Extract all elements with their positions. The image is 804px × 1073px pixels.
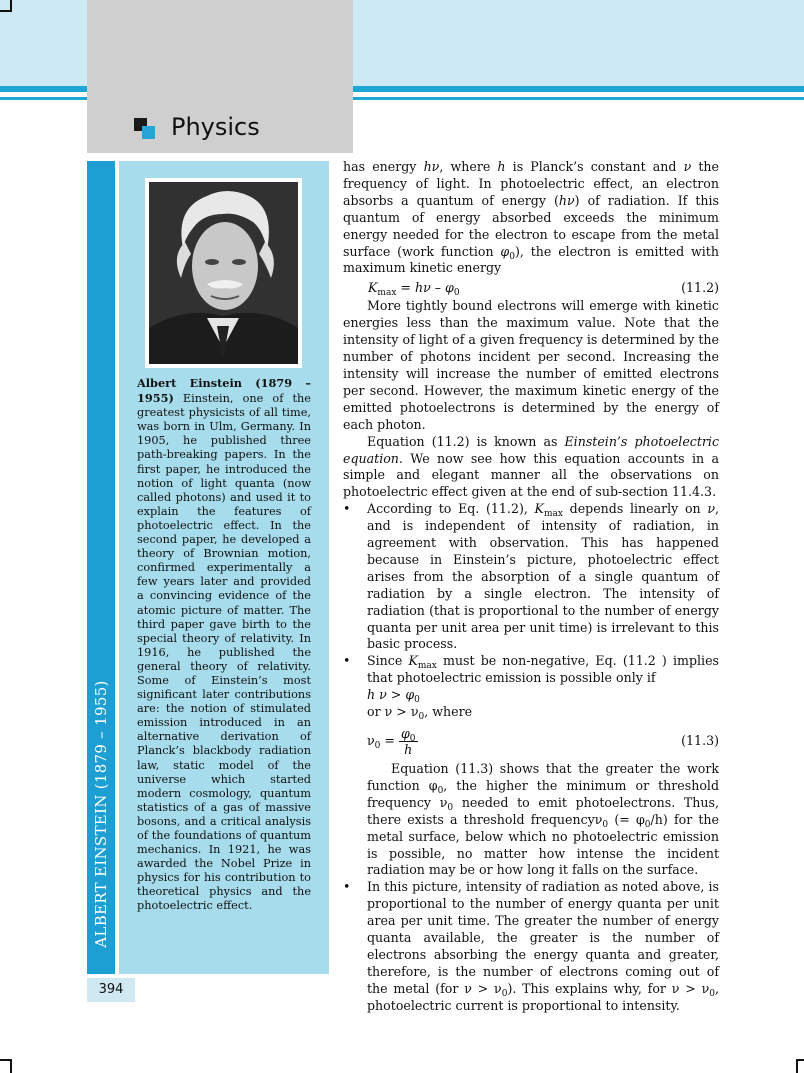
bullet-item: • Since $K_{max}$ must be non-negative, Eq. (11.2 ) implies that photoelectric emission is possible only if h $\nu > \varphi_0$ or $\nu > \nu_0$, where $\nu_0$ = $\frac{\varphi_0}{h}$ (11.3) Equation (11.3) shows that the greater the work function $\varphi_0$, the higher the minimum or threshold frequency $\nu_0$ needed to emit photoelectrons. Thus, there exists a threshold frequencyν$_0$ (= $\varphi_0/h$) for the metal surface, below which no photoelectric emission is possible, no matter how intense the incident radiation may be or how long it falls on the surface. bbox=[343, 653, 720, 878]
paragraph: Equation (11.2) is known as Einstein’s photoelectric equation. We now see how this equation accounts in a simple and elegant manner all the observations on photoelectric effect given at the end of sub-section 11.4.3. bbox=[343, 433, 719, 500]
equation-11-2: $K_{max} = h\nu - \varphi_0$ (11.2) bbox=[343, 277, 719, 298]
bullet-icon: • bbox=[343, 879, 351, 895]
portrait-photo bbox=[145, 178, 302, 368]
page-title: Physics bbox=[171, 113, 260, 141]
equation-number: (11.2) bbox=[681, 280, 719, 296]
bullet-icon: • bbox=[343, 653, 351, 669]
page-number: 394 bbox=[87, 978, 135, 1002]
sidebar-vertical-label: ALBERT EINSTEIN (1879 – 1955) bbox=[92, 680, 110, 948]
biography-body: Einstein, one of the greatest physicists of all time, was born in Ulm, Germany. In 1905, he published three path-breaking papers. In the first paper, he introduced the notion of light quanta (now called photons) and used it to explain the features of photoelectric effect. In the second paper, he developed a theory of Brownian motion, confirmed experimentally a few years later and provided a convincing evidence of the atomic picture of matter. The third paper gave birth to the special theory of relativity. In 1916, he published the general theory of relativity. Some of Einstein’s most significant later contributions are: the notion of stimulated emission introduced in an alternative derivation of Planck’s blackbody radiation law, static model of the universe which started modern cosmology, quantum statistics of a gas of massive bosons, and a critical analysis of the foundations of quantum mechanics. In 1921, he was awarded the Nobel Prize in physics for his contribution to theoretical physics and the photoelectric effect. bbox=[137, 392, 311, 913]
bullet-item: • In this picture, intensity of radiation as noted above, is proportional to the number of energy quanta per unit area per unit time. The greater the number of energy quanta available, the greater is the number of electrons absorbing the energy quanta and greater, therefore, is the number of electrons coming out of the metal (for $\nu > \nu_0$). This explains why, for $\nu > \nu_0$, photoelectric current is proportional to intensity. bbox=[343, 879, 719, 1013]
main-text-column bbox=[343, 159, 719, 1015]
paragraph: More tightly bound electrons will emerge with kinetic energies less than the maximum value. Note that the intensity of light of a given frequency is determined by the number of photons incident per second. Increasing the intensity will increase the number of emitted electrons per second. However, the maximum kinetic energy of the emitted photoelectrons is determined by the energy of each photon. bbox=[343, 298, 719, 432]
bullet-icon: • bbox=[343, 501, 351, 517]
squares-logo-icon bbox=[134, 118, 156, 140]
bullet-item: • According to Eq. (11.2), $K_{max}$ depends linearly on ν, and is independent of intensity of radiation, in agreement with observation. This has happened because in Einstein’s picture, photoelectric effect arises from the absorption of a single quantum of radiation by a single electron. The intensity of radiation (that is proportional to the number of energy quanta per unit area per unit time) is irrelevant to this basic process. bbox=[343, 501, 719, 652]
equation-number: (11.3) bbox=[681, 733, 719, 748]
biography-text bbox=[137, 376, 311, 914]
equation-11-3: $\nu_0$ = $\frac{\varphi_0}{h}$ (11.3) bbox=[367, 721, 719, 761]
crop-mark bbox=[0, 0, 12, 12]
paragraph: has energy hν, where h is Planck’s constant and ν the frequency of light. In photoelectric effect, an electron absorbs a quantum of energy (hν) of radiation. If this quantum of energy absorbed exceeds the minimum energy needed for the electron to escape from the metal surface (work function $\varphi_0$), the electron is emitted with maximum kinetic energy bbox=[343, 159, 719, 276]
inequality-2: or $\nu > \nu_0$, where bbox=[367, 704, 473, 723]
inequality-1: h $\nu > \varphi_0$ bbox=[367, 687, 420, 706]
biography-name: Albert Einstein (1879 – 1955) bbox=[137, 376, 311, 406]
